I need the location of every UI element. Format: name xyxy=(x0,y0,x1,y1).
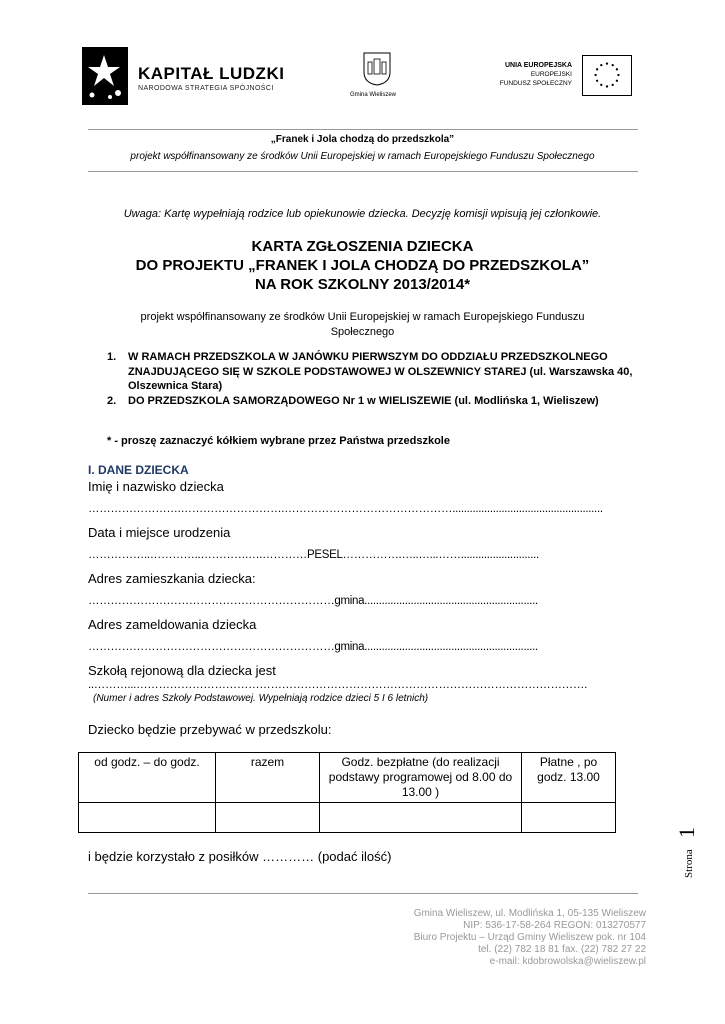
birth-pesel-field[interactable]: ……………..…………..………….….…………PESEL…………….…..…...……........................... xyxy=(88,549,539,561)
form-title-line: NA ROK SZKOLNY 2013/2014* xyxy=(254,276,471,293)
school-label: Szkołą rejonową dla dziecka jest xyxy=(88,663,276,678)
kl-subtitle: NARODOWA STRATEGIA SPÓJNOŚCI xyxy=(138,85,274,92)
footer-divider xyxy=(88,893,638,894)
form-note: Uwaga: Kartę wypełniają rodzice lub opiekunowie dziecka. Decyzję komisji wpisują jej członkowie. xyxy=(123,208,602,220)
cell-total[interactable] xyxy=(216,803,320,833)
header-from-to: od godz. – do godz. xyxy=(79,753,216,803)
table-row xyxy=(79,753,616,803)
header-divider xyxy=(88,129,638,130)
option-text: W RAMACH PRZEDSZKOLA W JANÓWKU PIERWSZYM DO ODDZIAŁU PRZEDSZKOLNEGO ZNAJDUJĄCEGO SIĘ W SZKOLE PODSTAWOWEJ W OLSZEWNICY STAREJ (ul. Warszawska 40, Olszewnica Stara) xyxy=(128,351,633,392)
header-free-hours: Godz. bezpłatne (do realizacji podstawy programowej od 8.00 do 13.00 ) xyxy=(320,753,522,803)
cell-paid-hours[interactable] xyxy=(522,803,616,833)
footer-line: tel. (22) 782 18 81 fax. (22) 782 27 22 xyxy=(478,944,646,955)
registered-address-label: Adres zameldowania dziecka xyxy=(88,617,257,632)
address-label: Adres zamieszkania dziecka: xyxy=(88,571,256,586)
header-total: razem xyxy=(216,753,320,803)
kindergarten-options xyxy=(107,350,647,408)
section-title: I. DANE DZIECKA xyxy=(88,463,189,477)
header-divider-bottom xyxy=(88,171,638,172)
address-field[interactable]: …………………………………………………………gmina............................................................ xyxy=(88,595,538,607)
kl-title: KAPITAŁ LUDZKI xyxy=(138,64,285,83)
school-hint: (Numer i adres Szkoły Podstawowej. Wypełniają rodzice dzieci 5 I 6 letnich) xyxy=(93,693,429,704)
page-number-side xyxy=(672,820,702,880)
selection-note: * - proszę zaznaczyć kółkiem wybrane przez Państwa przedszkole xyxy=(107,435,450,447)
header-paid-hours: Płatne , po godz. 13.00 xyxy=(522,753,616,803)
hours-table xyxy=(78,752,616,833)
kindergarten-option[interactable] xyxy=(107,350,647,394)
cell-from-to[interactable] xyxy=(79,803,216,833)
option-number: 1. xyxy=(107,351,117,363)
footer-line: Biuro Projektu – Urząd Gminy Wieliszew pok. nr 104 xyxy=(413,932,646,943)
option-number: 2. xyxy=(107,394,117,407)
ue-text xyxy=(480,61,572,88)
ue-line1: UNIA EUROPEJSKA xyxy=(504,62,572,69)
side-label: Strona xyxy=(683,849,695,878)
registered-address-field[interactable]: …………………………………………………………gmina............................................................ xyxy=(88,641,538,653)
ue-line3: FUNDUSZ SPOŁECZNY xyxy=(499,80,572,87)
form-title-line: DO PROJEKTU „FRANEK I JOLA CHODZĄ DO PRZEDSZKOLA” xyxy=(135,257,590,274)
form-title-line: KARTA ZGŁOSZENIA DZIECKA xyxy=(251,238,474,255)
meals-text[interactable]: i będzie korzystało z posiłków ………… (podać ilość) xyxy=(88,849,392,864)
child-name-field[interactable]: …………………….……………………….……………………………………….................................................... xyxy=(88,503,603,515)
project-subtitle: projekt współfinansowany ze środków Unii Europejskiej w ramach Europejskiego Funduszu Społecznego xyxy=(130,151,595,162)
cell-free-hours[interactable] xyxy=(320,803,522,833)
footer-email[interactable]: e-mail: kdobrowolska@wieliszew.pl xyxy=(489,956,646,967)
kindergarten-option[interactable] xyxy=(107,394,647,409)
gmina-crest-icon xyxy=(363,52,391,86)
side-number: 1 xyxy=(674,827,699,838)
ue-line2: EUROPEJSKI xyxy=(530,71,572,78)
birth-label: Data i miejsce urodzenia xyxy=(88,525,231,540)
project-title: „Franek i Jola chodzą do przedszkola” xyxy=(270,134,455,145)
child-name-label: Imię i nazwisko dziecka xyxy=(88,479,224,494)
eu-flag-icon xyxy=(582,55,632,96)
option-text: DO PRZEDSZKOLA SAMORZĄDOWEGO Nr 1 w WIELISZEWIE (ul. Modlińska 1, Wieliszew) xyxy=(128,394,599,407)
gmina-caption: Gmina Wieliszew xyxy=(350,92,397,98)
cofinance-text: projekt współfinansowany ze środków Unii Europejskiej w ramach Europejskiego Funduszu Społecznego xyxy=(140,311,585,338)
kapital-ludzki-logo-icon xyxy=(82,47,128,105)
table-row xyxy=(79,803,616,833)
form-title xyxy=(0,237,725,294)
footer-line: NIP: 536-17-58-264 REGON: 013270577 xyxy=(463,920,646,931)
school-field[interactable]: ..………...…………………………………………………………………………………………………………. xyxy=(88,679,587,691)
stay-label: Dziecko będzie przebywać w przedszkolu: xyxy=(88,722,332,737)
footer-address xyxy=(300,908,646,968)
footer-line: Gmina Wieliszew, ul. Modlińska 1, 05-135 Wieliszew xyxy=(413,908,646,919)
